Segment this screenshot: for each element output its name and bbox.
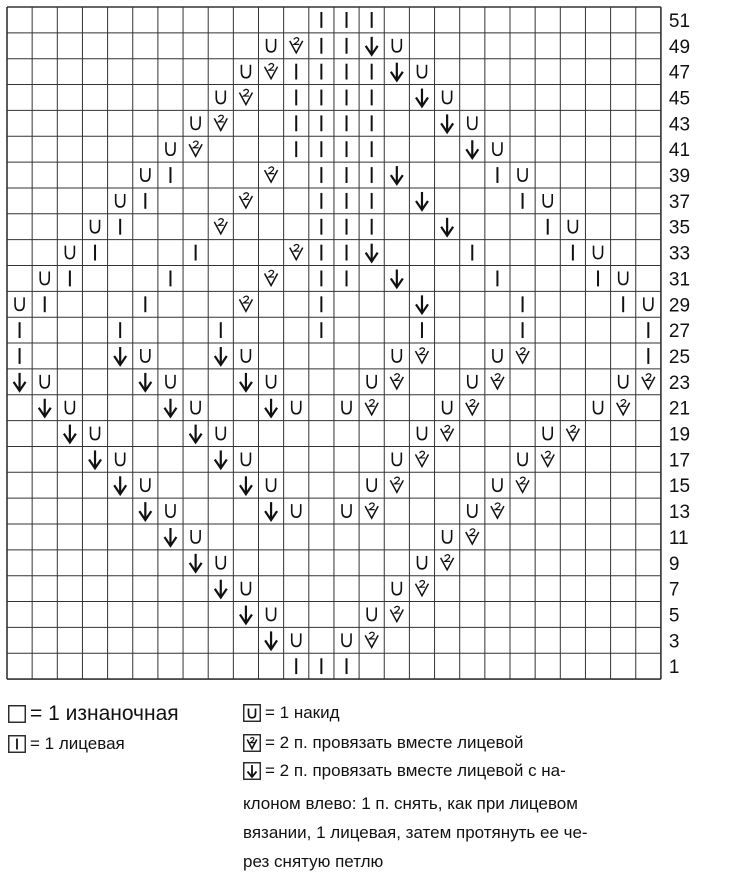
legend-ssk-line-4: рез снятую петлю — [243, 852, 384, 871]
yarn-over-mark — [594, 401, 603, 414]
yarn-over-mark — [367, 375, 376, 388]
k2tog-mark — [239, 193, 252, 208]
yarn-over-mark — [166, 142, 175, 155]
ssk-mark — [14, 373, 26, 391]
legend-yo — [243, 703, 340, 723]
ssk-mark — [366, 244, 378, 262]
yarn-over-mark — [216, 556, 225, 569]
row-number: 29 — [668, 295, 691, 317]
k2tog-mark — [214, 219, 227, 234]
ssk-mark — [391, 166, 403, 184]
legend-ssk-line-2: клоном влево: 1 п. снять, как при лицевом — [243, 794, 578, 813]
ssk-mark — [139, 502, 151, 520]
yarn-over-mark — [493, 478, 502, 491]
ssk-mark — [240, 606, 252, 624]
yarn-over-mark — [392, 582, 401, 595]
yarn-over-mark — [191, 530, 200, 543]
ssk-mark — [190, 554, 202, 572]
yarn-over-mark — [191, 401, 200, 414]
k2tog-mark — [441, 425, 454, 440]
k2tog-mark — [466, 529, 479, 544]
yarn-over-mark — [116, 194, 125, 207]
k2tog-mark — [415, 451, 428, 466]
yarn-over-mark — [65, 246, 74, 259]
knit-symbol-icon — [8, 735, 26, 753]
yarn-over-mark — [292, 633, 301, 646]
yarn-over-mark — [267, 39, 276, 52]
yarn-over-mark — [241, 452, 250, 465]
legend-knit-text: = 1 лицевая — [30, 734, 125, 753]
row-number: 37 — [668, 191, 691, 213]
yarn-over-mark — [468, 504, 477, 517]
k2tog-mark — [265, 270, 278, 285]
ssk-mark — [164, 399, 176, 417]
row-number: 21 — [668, 398, 691, 420]
row-number: 45 — [668, 88, 691, 110]
yarn-over-symbol-icon — [243, 704, 261, 722]
ssk-mark — [441, 218, 453, 236]
k2tog-mark — [516, 477, 529, 492]
ssk-mark — [64, 425, 76, 443]
k2tog-mark — [214, 115, 227, 130]
yarn-over-mark — [367, 608, 376, 621]
k2tog-mark — [491, 374, 504, 389]
purl-symbol-icon — [8, 705, 26, 723]
ssk-mark — [215, 580, 227, 598]
k2tog-mark — [365, 503, 378, 518]
yarn-over-mark — [594, 246, 603, 259]
k2tog-mark — [290, 38, 303, 53]
yarn-over-mark — [443, 530, 452, 543]
ssk-mark — [391, 63, 403, 81]
k2tog-mark — [265, 64, 278, 79]
ssk-mark — [114, 476, 126, 494]
row-number: 41 — [668, 140, 691, 162]
legend-k2tog-text: = 2 п. провязать вместе лицевой — [265, 733, 524, 752]
chart-grid — [7, 7, 661, 679]
legend-k2tog — [243, 733, 523, 753]
ssk-mark — [265, 502, 277, 520]
k2tog-mark — [415, 348, 428, 363]
yarn-over-mark — [518, 168, 527, 181]
legend-ssk — [243, 761, 566, 781]
yarn-over-mark — [543, 427, 552, 440]
ssk-mark — [416, 89, 428, 107]
ssk-mark — [265, 399, 277, 417]
ssk-mark — [416, 295, 428, 313]
k2tog-mark — [541, 451, 554, 466]
ssk-mark — [215, 450, 227, 468]
ssk-mark — [441, 114, 453, 132]
yarn-over-mark — [468, 375, 477, 388]
yarn-over-mark — [417, 427, 426, 440]
row-number: 25 — [668, 346, 691, 368]
yarn-over-mark — [392, 452, 401, 465]
ssk-mark — [466, 140, 478, 158]
yarn-over-mark — [116, 452, 125, 465]
yarn-over-mark — [342, 401, 351, 414]
yarn-over-mark — [91, 220, 100, 233]
yarn-over-mark — [65, 401, 74, 414]
yarn-over-mark — [292, 504, 301, 517]
yarn-over-mark — [392, 349, 401, 362]
yarn-over-mark — [40, 272, 49, 285]
ssk-mark — [215, 347, 227, 365]
yarn-over-mark — [644, 297, 653, 310]
yarn-over-mark — [392, 39, 401, 52]
yarn-over-mark — [443, 91, 452, 104]
legend-ssk-line-3: вязании, 1 лицевая, затем протянуть ее че- — [243, 823, 588, 842]
yarn-over-mark — [543, 194, 552, 207]
yarn-over-mark — [619, 375, 628, 388]
yarn-over-mark — [91, 427, 100, 440]
legend-knit — [8, 734, 125, 754]
yarn-over-mark — [40, 375, 49, 388]
yarn-over-mark — [267, 608, 276, 621]
k2tog-mark — [189, 141, 202, 156]
row-number: 1 — [668, 657, 680, 679]
yarn-over-mark — [216, 427, 225, 440]
yarn-over-mark — [417, 65, 426, 78]
ssk-mark — [391, 270, 403, 288]
row-number: 15 — [668, 476, 691, 498]
k2tog-mark — [239, 89, 252, 104]
yarn-over-mark — [241, 582, 250, 595]
row-number: 23 — [668, 372, 691, 394]
legend-purl-text: = 1 изнаночная — [30, 702, 179, 725]
yarn-over-mark — [141, 349, 150, 362]
k2tog-mark — [466, 400, 479, 415]
row-number: 31 — [668, 269, 691, 291]
row-number: 7 — [668, 579, 680, 601]
ssk-mark — [139, 373, 151, 391]
yarn-over-mark — [267, 375, 276, 388]
row-number: 47 — [668, 62, 691, 84]
k2tog-mark — [265, 167, 278, 182]
row-number: 19 — [668, 424, 691, 446]
row-number: 27 — [668, 321, 691, 343]
yarn-over-mark — [417, 556, 426, 569]
yarn-over-mark — [267, 478, 276, 491]
k2tog-mark — [239, 296, 252, 311]
k2tog-mark — [441, 555, 454, 570]
ssk-mark — [240, 476, 252, 494]
row-number: 13 — [668, 502, 691, 524]
yarn-over-mark — [493, 349, 502, 362]
row-number: 39 — [668, 166, 691, 188]
yarn-over-mark — [568, 220, 577, 233]
ssk-mark — [265, 631, 277, 649]
ssk-mark — [416, 192, 428, 210]
k2tog-mark — [390, 477, 403, 492]
yarn-over-mark — [493, 142, 502, 155]
k2tog-mark — [642, 374, 655, 389]
legend-ssk-line-1: = 2 п. провязать вместе лицевой с на- — [265, 761, 566, 780]
ssk-mark — [164, 528, 176, 546]
k2tog-mark — [390, 606, 403, 621]
row-number: 3 — [668, 631, 680, 653]
yarn-over-mark — [342, 633, 351, 646]
k2tog-mark — [617, 400, 630, 415]
k2tog-mark — [365, 400, 378, 415]
k2tog-symbol-icon — [243, 734, 261, 752]
yarn-over-mark — [241, 65, 250, 78]
ssk-mark — [89, 450, 101, 468]
row-number-labels — [669, 11, 690, 678]
legend-purl — [8, 702, 179, 726]
ssk-mark — [39, 399, 51, 417]
k2tog-mark — [415, 581, 428, 596]
yarn-over-mark — [166, 504, 175, 517]
row-number: 49 — [668, 36, 691, 58]
yarn-over-mark — [292, 401, 301, 414]
yarn-over-mark — [342, 504, 351, 517]
yarn-over-mark — [191, 116, 200, 129]
ssk-mark — [190, 425, 202, 443]
yarn-over-mark — [367, 478, 376, 491]
row-number: 11 — [668, 527, 689, 549]
yarn-over-mark — [468, 116, 477, 129]
ssk-symbol-icon — [243, 762, 261, 780]
row-number: 5 — [668, 605, 680, 627]
row-number: 51 — [668, 10, 691, 32]
yarn-over-mark — [619, 272, 628, 285]
yarn-over-mark — [141, 168, 150, 181]
ssk-mark — [114, 347, 126, 365]
legend-yo-text: = 1 накид — [265, 703, 340, 722]
yarn-over-mark — [241, 349, 250, 362]
yarn-over-mark — [141, 478, 150, 491]
k2tog-mark — [390, 374, 403, 389]
yarn-over-mark — [166, 375, 175, 388]
k2tog-mark — [516, 348, 529, 363]
ssk-mark — [366, 37, 378, 55]
yarn-over-mark — [216, 91, 225, 104]
k2tog-mark — [491, 503, 504, 518]
row-number: 35 — [668, 217, 691, 239]
yarn-over-mark — [518, 452, 527, 465]
k2tog-mark — [365, 632, 378, 647]
yarn-over-mark — [15, 297, 24, 310]
k2tog-mark — [290, 244, 303, 259]
row-number: 43 — [668, 114, 691, 136]
row-number: 33 — [668, 243, 691, 265]
k2tog-mark — [566, 425, 579, 440]
row-number: 9 — [668, 553, 680, 575]
ssk-mark — [240, 373, 252, 391]
row-number: 17 — [668, 450, 691, 472]
yarn-over-mark — [443, 401, 452, 414]
